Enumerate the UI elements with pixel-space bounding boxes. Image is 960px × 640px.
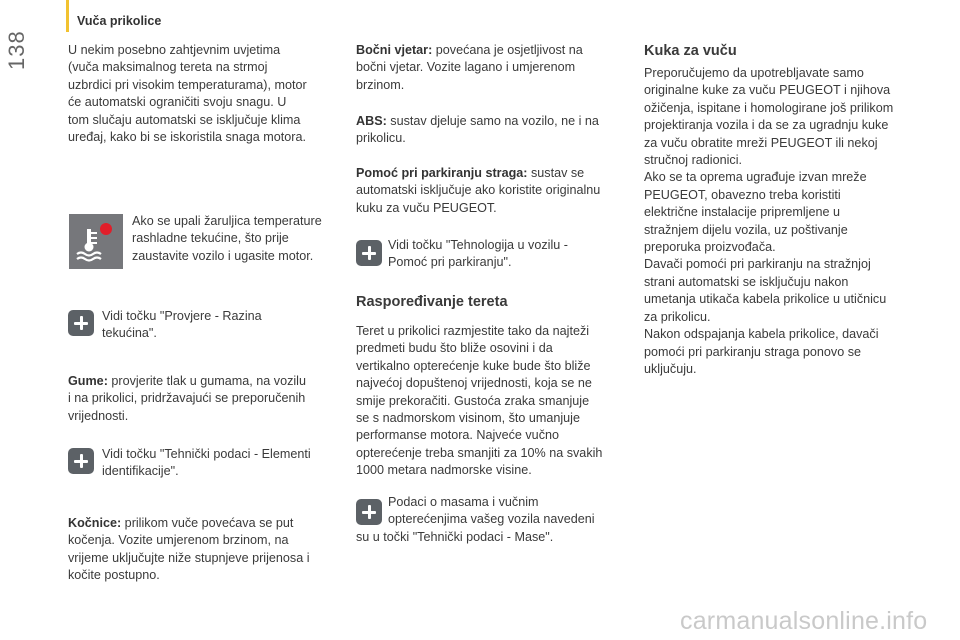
text-line: kočite postupno.	[68, 568, 160, 583]
brakes-paragraph	[68, 515, 310, 585]
text-line: opterećenjima vašeg vozila navedeni	[388, 512, 595, 527]
text-line: smije prekoračiti. Gustoća zraka smanjuje	[356, 393, 590, 408]
text-line: performanse motora. Najveće vučno	[356, 428, 559, 443]
text-line: Podaci o masama i vučnim	[388, 495, 539, 509]
abs-paragraph	[356, 113, 599, 148]
text-line: će automatski ograničiti svoju snagu. U	[68, 95, 287, 110]
text-line: vrijeme uključujte niže stupnjeve prijenosa i	[68, 550, 310, 565]
tow-hook-paragraph	[644, 65, 893, 378]
tow-hook-heading: Kuka za vuču	[644, 43, 737, 59]
text-line: uređaj, kako bi se iskoristila snaga motora.	[68, 130, 306, 145]
text-line: 1000 metara nadmorske visine.	[356, 463, 532, 478]
text-line: Vidi točku "Provjere - Razina	[102, 309, 262, 323]
text-line: i na prikolici, pridržavajući se preporučenih	[68, 391, 306, 406]
text-span: sustav djeluje samo na vozilo, ne i na	[386, 114, 599, 128]
crosswind-paragraph	[356, 42, 583, 94]
text-line: identifikacije".	[102, 464, 179, 479]
intro-paragraph	[68, 42, 307, 146]
text-line: originalne kuke za vuču PEUGEOT i njihova	[644, 83, 891, 98]
text-line: preporuka proizvođača.	[644, 240, 776, 255]
tyres-paragraph	[68, 373, 306, 425]
ref-parking-assist	[388, 237, 568, 272]
text-line: kuku za vuču PEUGEOT.	[356, 200, 497, 215]
text-line: brzinom.	[356, 77, 405, 92]
thermometer-icon	[69, 214, 123, 269]
text-line: tom slučaju automatski se isključuje klima	[68, 112, 301, 127]
text-line: (vuča maksimalnog tereta na strmoj	[68, 60, 268, 75]
text-line: Ako se upali žaruljica temperature	[132, 214, 322, 228]
text-line: prikolicu.	[356, 131, 406, 146]
text-line: vertikalno opterećenje kuke bude što bliže	[356, 358, 591, 373]
coolant-temperature-warning-icon	[69, 214, 123, 269]
text-line: Nakon odspajanja kabela prikolice, davači	[644, 327, 879, 342]
text-line: PEUGEOT, obavezno treba koristiti	[644, 187, 841, 202]
load-distribution-paragraph	[356, 323, 602, 480]
text-line: vrijednosti.	[68, 408, 129, 423]
abs-label: ABS:	[356, 114, 387, 128]
text-line: za prikolicu.	[644, 309, 711, 324]
text-line: opterećenje treba smanjiti za 10% na svakih	[356, 445, 603, 460]
text-line: kočenja. Vozite umjerenom brzinom, na	[68, 533, 289, 548]
text-line: zaustavite vozilo i ugasite motor.	[132, 248, 314, 263]
text-line	[68, 515, 310, 532]
text-line: uzbrdici pri visokim temperaturama), motor	[68, 77, 307, 92]
warning-text	[132, 213, 322, 265]
text-span: prilikom vuče povećava se put	[121, 516, 294, 530]
text-span: provjerite tlak u gumama, na vozilu	[107, 374, 306, 388]
text-line: ožičenja, ispitane i homologirane još prilikom	[644, 100, 894, 115]
text-line: električne instalacije pripremljene u	[644, 205, 840, 220]
ref-masses	[356, 494, 595, 546]
text-line: Ako se ta oprema ugrađuje izvan mreže	[644, 170, 867, 185]
text-line: su u točki "Tehnički podaci - Mase".	[356, 529, 554, 544]
text-span: sustav se	[527, 166, 585, 180]
header-accent-bar	[66, 0, 69, 32]
brakes-label: Kočnice:	[68, 516, 122, 530]
text-line: automatski isključuje ako koristite originalnu	[356, 183, 601, 198]
text-line: Davači pomoći pri parkiranju na stražnjoj	[644, 257, 871, 272]
text-line: Teret u prikolici razmjestite tako da najteži	[356, 324, 590, 338]
ref-coolant-level	[102, 308, 262, 343]
text-line: stručnoj radionici.	[644, 153, 742, 168]
warning-lamp-red-dot	[100, 223, 112, 235]
plus-reference-icon	[68, 448, 94, 474]
text-line: Vidi točku "Tehnologija u vozilu -	[388, 238, 568, 252]
text-line: za vuču obratite mreži PEUGEOT ili nekoj	[644, 135, 878, 150]
text-line: projektiranja vozila i da se za ugradnju kuke	[644, 118, 889, 133]
page-number: 138	[4, 30, 29, 70]
watermark: carmanualsonline.info	[680, 607, 928, 635]
text-line	[356, 113, 599, 130]
text-line: Preporučujemo da upotrebljavate samo	[644, 66, 864, 80]
load-distribution-heading: Raspoređivanje tereta	[356, 294, 508, 310]
text-line: se s nadmorskom visinom, što umanjuje	[356, 411, 580, 426]
text-line: umetanja utikača kabela prikolice u utičnicu	[644, 292, 887, 307]
section-title: Vuča prikolice	[77, 14, 162, 28]
text-span: povećana je osjetljivost na	[432, 43, 583, 57]
text-line	[356, 165, 600, 182]
text-line	[356, 42, 583, 59]
text-line: U nekim posebno zahtjevnim uvjetima	[68, 43, 281, 57]
crosswind-label: Bočni vjetar:	[356, 43, 433, 57]
text-line: tekućina".	[102, 326, 157, 341]
text-line: uključuju.	[644, 361, 697, 376]
parking-paragraph	[356, 165, 600, 217]
text-line	[68, 373, 306, 390]
ref-identification	[102, 446, 311, 481]
text-line: najvećoj dopuštenoj vrijednosti, koja se ne	[356, 376, 592, 391]
plus-reference-icon	[356, 240, 382, 266]
text-line: Pomoć pri parkiranju".	[388, 255, 512, 270]
parking-label: Pomoć pri parkiranju straga:	[356, 166, 528, 180]
plus-reference-icon	[68, 310, 94, 336]
text-line: Vidi točku "Tehnički podaci - Elementi	[102, 447, 311, 461]
text-line: strani automatski se isključuju nakon	[644, 274, 849, 289]
tyres-label: Gume:	[68, 374, 108, 388]
text-line: bočni vjetar. Vozite lagano i umjerenom	[356, 60, 576, 75]
text-line: stražnjem dijelu vozila, uz poštivanje	[644, 222, 848, 237]
text-line: rashladne tekućine, što prije	[132, 231, 289, 246]
text-line: predmeti budu što bliže osovini i da	[356, 341, 553, 356]
text-line: pomoći pri parkiranju straga ponovo se	[644, 344, 862, 359]
